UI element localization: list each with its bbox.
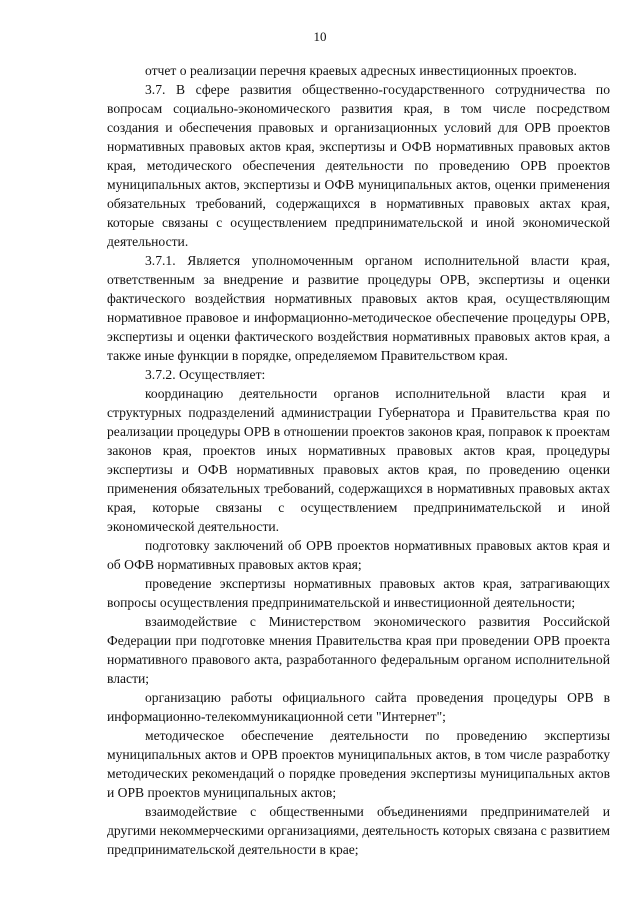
paragraph-report-continuation: отчет о реализации перечня краевых адресных инвестиционных проектов.: [145, 63, 577, 78]
list-item-public-associations: взаимодействие с общественными объединениями предпринимателей и другими некоммерческими организациями, деятельность которых связана с развитием предпринимательской деятельности в крае;: [107, 804, 610, 857]
page-number: 10: [313, 29, 327, 44]
list-item-coordination: координацию деятельности органов исполнительной власти края и структурных подразделений администрации Губернатора и Правительства края по реализации процедуры ОРВ в отношении проектов законов края, поправок к проектам законов края, проектов иных нормативных правовых актов края, процедуры экспертизы и ОФВ нормативных правовых актов края, по проведению оценки применения обязательных требований, содержащихся в нормативных правовых актах края, которые связаны с осуществлением предпринимательской и иной экономической деятельности.: [107, 386, 610, 534]
paragraph-section-3-7: 3.7. В сфере развития общественно-государственного сотрудничества по вопросам социально-экономического развития края, в том числе посредством создания и обеспечения правовых и организационных условий для ОРВ проектов нормативных правовых актов края, экспертизы и ОФВ нормативных правовых актов края, методического обеспечения деятельности по проведению ОРВ проектов муниципальных актов, экспертизы и ОФВ муниципальных актов, оценки применения обязательных требований, содержащихся в нормативных правовых актах края, которые связаны с осуществлением предпринимательской и иной экономической деятельности.: [107, 82, 610, 249]
list-item-methodical-support: методическое обеспечение деятельности по проведению экспертизы муниципальных актов и ОРВ проектов муниципальных актов, в том числе разработку методических рекомендаций о порядке проведения экспертизы муниципальных актов и ОРВ проектов муниципальных актов;: [107, 728, 610, 800]
document-body: [107, 61, 610, 859]
paragraph-section-3-7-2: 3.7.2. Осуществляет:: [145, 367, 266, 382]
list-item-expertise: проведение экспертизы нормативных правовых актов края, затрагивающих вопросы осуществления предпринимательской и инвестиционной деятельности;: [107, 576, 610, 610]
list-item-conclusions: подготовку заключений об ОРВ проектов нормативных правовых актов края и об ОФВ нормативных правовых актов края;: [107, 538, 610, 572]
paragraph-section-3-7-1: 3.7.1. Является уполномоченным органом исполнительной власти края, ответственным за внедрение и развитие процедуры ОРВ, экспертизы и оценки фактического воздействия нормативных правовых актов края, осуществляющим нормативное правовое и информационно-методическое обеспечение процедуры ОРВ, экспертизы и оценки фактического воздействия нормативных правовых актов края, а также иные функции в порядке, определяемом Правительством края.: [107, 253, 610, 363]
list-item-website: организацию работы официального сайта проведения процедуры ОРВ в информационно-телекоммуникационной сети "Интернет";: [107, 690, 610, 724]
list-item-ministry-interaction: взаимодействие с Министерством экономического развития Российской Федерации при подготовке мнения Правительства края при проведении ОРВ проекта нормативного правового акта, разработанного федеральным органом исполнительной власти;: [107, 614, 610, 686]
